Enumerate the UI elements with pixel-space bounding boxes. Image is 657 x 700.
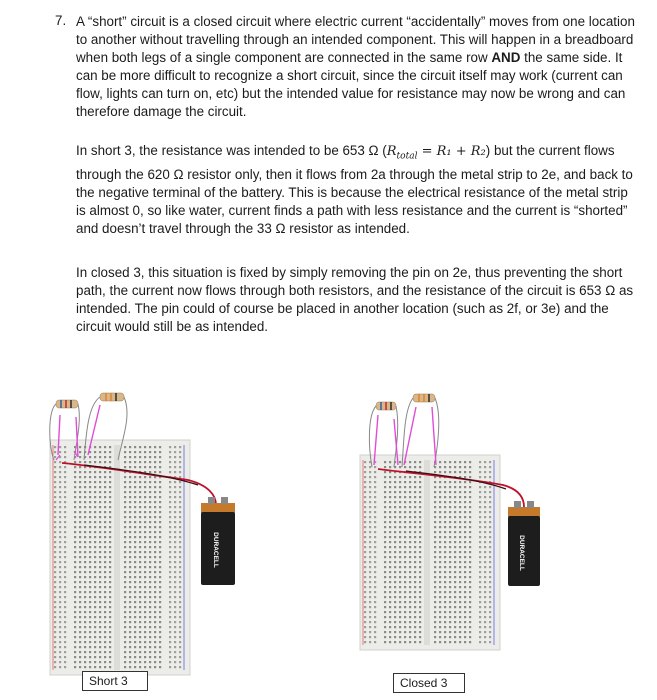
power-rail-left xyxy=(54,445,68,670)
breadboard-figure-closed xyxy=(358,385,558,685)
paragraph-short-text-b: ) but the current flows through the 620 Ω resistor only, then it flows from 2a through the metal strip to 2e, and back to the negative terminal of the battery. This is because the electrical resistance of the metal strip is almost 0, so like water, current finds a path with less resistance and the current is “shorted” and doesn’t travel through the 33 Ω resistor as intended. xyxy=(76,143,633,236)
paragraph-closed-3: In closed 3, this situation is fixed by simply removing the pin on 2e, thus preventing the short path, the current now flows through both resistors, and the resistance of the circuit is 653 Ω as intended. The pin could of course be placed in another location (such as 2f, or 3e) and the circuit would still be as intended. xyxy=(76,265,634,334)
power-rail-right xyxy=(478,460,492,645)
breadboard-figure-short xyxy=(48,385,248,685)
terminal-strip-left xyxy=(72,445,112,670)
paragraph-definition-text-b: the same side. It can be more difficult to recognize a short circuit, since the circuit itself may work (current can flow, lights can turn on, etc) but the intended value for resistance may now be wrong and can therefore damage the circuit. xyxy=(76,50,626,119)
paragraph-definition-text-a: A “short” circuit is a closed circuit where electric current “accidentally” moves from one location to another without travelling through an intended component. This will happen in a breadboard when both legs of a single component are connected in the same row xyxy=(76,14,635,65)
question-number: 7. xyxy=(55,13,67,28)
battery-label: DURACELL xyxy=(518,535,525,571)
battery xyxy=(201,497,235,585)
caption-closed-3: Closed 3 xyxy=(393,673,465,693)
resistance-formula xyxy=(386,144,486,162)
terminal-strip-right xyxy=(432,460,472,645)
paragraph-short-3 xyxy=(76,142,636,238)
formula-subscript: total xyxy=(396,151,418,162)
formula-rest: = R₁ + R₂ xyxy=(417,144,486,159)
paragraph-definition xyxy=(76,13,636,121)
emphasis-and: AND xyxy=(491,50,521,65)
center-channel xyxy=(114,445,120,670)
terminal-strip-right xyxy=(122,445,162,670)
caption-short-3: Short 3 xyxy=(82,671,148,691)
battery-label: DURACELL xyxy=(212,532,219,568)
terminal-strip-left xyxy=(382,460,422,645)
battery xyxy=(508,501,540,586)
power-rail-left xyxy=(364,460,378,645)
paragraph-short-text-a: In short 3, the resistance was intended to be 653 Ω ( xyxy=(76,143,387,158)
center-channel xyxy=(424,460,430,645)
formula-r: R xyxy=(386,144,397,159)
